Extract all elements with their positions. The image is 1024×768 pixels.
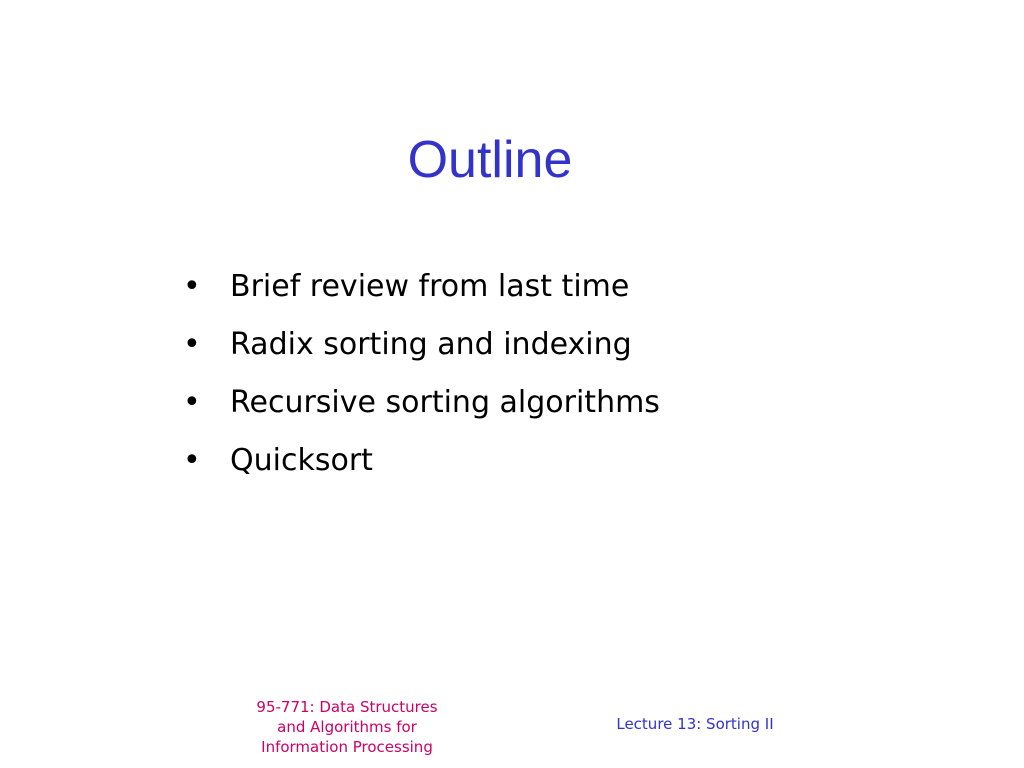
bullet-icon: •: [183, 269, 201, 304]
bullet-text: Quicksort: [230, 443, 373, 478]
footer-lecture-title: Lecture 13: Sorting II: [616, 715, 774, 733]
bullet-item: [183, 264, 883, 322]
bullet-text: Brief review from last time: [230, 269, 630, 304]
bullet-list: [183, 264, 883, 496]
bullet-text: Recursive sorting algorithms: [230, 385, 660, 420]
bullet-icon: •: [183, 443, 201, 478]
bullet-icon: •: [183, 385, 201, 420]
bullet-item: [183, 438, 883, 496]
bullet-icon: •: [183, 327, 201, 362]
footer-course-title: [226, 697, 468, 757]
slide-title: Outline: [407, 131, 573, 189]
bullet-item: [183, 380, 883, 438]
footer-course-line: Information Processing: [261, 738, 433, 756]
footer-course-line: and Algorithms for: [277, 718, 417, 736]
bullet-item: [183, 322, 883, 380]
bullet-text: Radix sorting and indexing: [230, 327, 632, 362]
footer-course-line: 95-771: Data Structures: [256, 698, 438, 716]
